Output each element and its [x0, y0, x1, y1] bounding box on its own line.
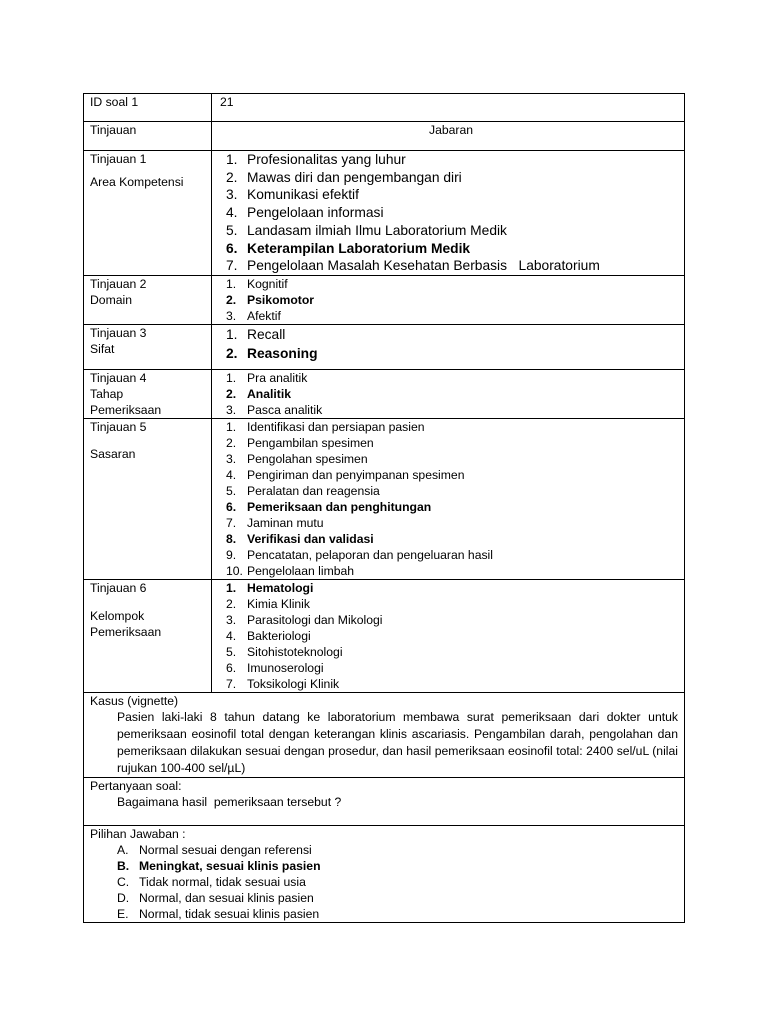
pertanyaan-cell [84, 777, 685, 825]
tinjauan-5-title: Tinjauan 5 [90, 419, 147, 434]
tinjauan-6-label [84, 579, 212, 692]
list-item: 2. Mawas diri dan pengembangan diri [226, 169, 462, 185]
tinjauan-1-label [84, 151, 212, 276]
row-header [84, 122, 685, 151]
list-item: 1. Kognitif [226, 276, 288, 291]
list-item: 3. Afektif [226, 308, 281, 323]
row-id [84, 94, 685, 122]
row-tinjauan-5 [84, 418, 685, 579]
pilihan-label: Pilihan Jawaban : [90, 826, 186, 841]
sifat-list [218, 325, 684, 363]
list-item: 9. Pencatatan, pelaporan dan pengeluaran hasil [226, 547, 493, 562]
tinjauan-6-title: Tinjauan 6 [90, 580, 147, 595]
tinjauan-4-list-cell [212, 369, 685, 418]
list-item-selected: 1. Hematologi [226, 580, 314, 595]
tinjauan-5-subtitle: Sasaran [90, 446, 136, 461]
row-kasus [84, 692, 685, 777]
row-tinjauan-6 [84, 579, 685, 692]
list-item: 6. Imunoserologi [226, 660, 324, 675]
answer-option-correct: B. Meningkat, sesuai klinis pasien [117, 858, 321, 873]
header-left: Tinjauan [84, 122, 212, 151]
list-item-selected: 6. Keterampilan Laboratorium Medik [226, 240, 471, 256]
header-right: Jabaran [212, 122, 685, 151]
kelompok-list [218, 580, 684, 692]
list-item: 7. Pengelolaan Masalah Kesehatan Berbasis Laboratorium [226, 258, 600, 274]
list-item: 1. Identifikasi dan persiapan pasien [226, 419, 425, 434]
row-pertanyaan [84, 777, 685, 825]
list-item: 4. Bakteriologi [226, 628, 311, 643]
tinjauan-6-subtitle-2: Pemeriksaan [90, 624, 162, 639]
tinjauan-5-label [84, 418, 212, 579]
answer-choices [117, 842, 684, 922]
tinjauan-2-label [84, 275, 212, 324]
kasus-label: Kasus (vignette) [90, 693, 179, 708]
tinjauan-1-title: Tinjauan 1 [90, 152, 147, 166]
list-item: 3. Parasitologi dan Mikologi [226, 612, 383, 627]
list-item: 2. Kimia Klinik [226, 596, 310, 611]
list-item: 2. Pengambilan spesimen [226, 435, 374, 450]
pertanyaan-text: Bagaimana hasil pemeriksaan tersebut ? [117, 794, 342, 809]
answer-option: E. Normal, tidak sesuai klinis pasien [117, 906, 320, 921]
list-item: 7. Jaminan mutu [226, 515, 324, 530]
row-tinjauan-1 [84, 151, 685, 276]
tinjauan-1-subtitle: Area Kompetensi [90, 175, 184, 189]
id-value: 21 [212, 94, 685, 122]
tinjauan-5-list-cell [212, 418, 685, 579]
row-tinjauan-4 [84, 369, 685, 418]
tinjauan-6-list-cell [212, 579, 685, 692]
row-pilihan [84, 825, 685, 922]
list-item: 1. Profesionalitas yang luhur [226, 152, 406, 167]
answer-option: D. Normal, dan sesuai klinis pasien [117, 890, 314, 905]
row-tinjauan-2 [84, 275, 685, 324]
answer-option: A. Normal sesuai dengan referensi [117, 842, 312, 857]
list-item-selected: 6. Pemeriksaan dan penghitungan [226, 499, 432, 514]
list-item: 5. Peralatan dan reagensia [226, 483, 380, 498]
tinjauan-2-list-cell [212, 275, 685, 324]
id-label: ID soal 1 [84, 94, 212, 122]
tinjauan-4-label [84, 369, 212, 418]
list-item-selected: 2. Psikomotor [226, 292, 315, 307]
list-item: 3. Pasca analitik [226, 402, 323, 417]
list-item: 10. Pengelolaan limbah [226, 563, 355, 578]
kasus-cell [84, 692, 685, 777]
pertanyaan-label: Pertanyaan soal: [90, 778, 182, 793]
kasus-text: Pasien laki-laki 8 tahun datang ke laboratorium membawa surat pemeriksaan dari dokter untuk pemeriksaan eosinofil total dengan keterangan klinis ascariasis. Pengambilan darah, pengolahan dan pemeriksaan dilakukan sesuai dengan prosedur, dan hasil pemeriksaan eosinofil total: 2400 sel/uL (nilai rujukan 100-400 sel/µL) [117, 709, 678, 775]
sasaran-list [218, 419, 684, 579]
tinjauan-1-list-cell [212, 151, 685, 276]
tinjauan-2-subtitle: Domain [90, 292, 132, 307]
domain-list [218, 276, 684, 324]
tinjauan-4-subtitle-2: Pemeriksaan [90, 402, 162, 417]
tinjauan-3-label [84, 324, 212, 369]
list-item: 5. Sitohistoteknologi [226, 644, 343, 659]
area-kompetensi-list [218, 151, 684, 275]
tinjauan-4-title: Tinjauan 4 [90, 370, 147, 385]
tinjauan-2-title: Tinjauan 2 [90, 276, 147, 291]
list-item: 1. Recall [226, 326, 286, 342]
tinjauan-6-subtitle: Kelompok [90, 608, 145, 623]
tinjauan-4-subtitle: Tahap [90, 386, 124, 401]
pilihan-cell [84, 825, 685, 922]
list-item: 1. Pra analitik [226, 370, 308, 385]
list-item: 4. Pengiriman dan penyimpanan spesimen [226, 467, 465, 482]
answer-option: C. Tidak normal, tidak sesuai usia [117, 874, 306, 889]
row-tinjauan-3 [84, 324, 685, 369]
question-table [83, 93, 685, 923]
tahap-list [218, 370, 684, 418]
list-item-selected: 2. Reasoning [226, 345, 318, 361]
list-item: 7. Toksikologi Klinik [226, 676, 340, 691]
list-item: 5. Landasam ilmiah Ilmu Laboratorium Medik [226, 222, 507, 238]
list-item: 3. Pengolahan spesimen [226, 451, 368, 466]
tinjauan-3-subtitle: Sifat [90, 341, 115, 356]
tinjauan-3-list-cell [212, 324, 685, 369]
list-item-selected: 8. Verifikasi dan validasi [226, 531, 374, 546]
list-item: 3. Komunikasi efektif [226, 187, 359, 203]
list-item-selected: 2. Analitik [226, 386, 292, 401]
list-item: 4. Pengelolaan informasi [226, 205, 384, 221]
tinjauan-3-title: Tinjauan 3 [90, 325, 147, 340]
